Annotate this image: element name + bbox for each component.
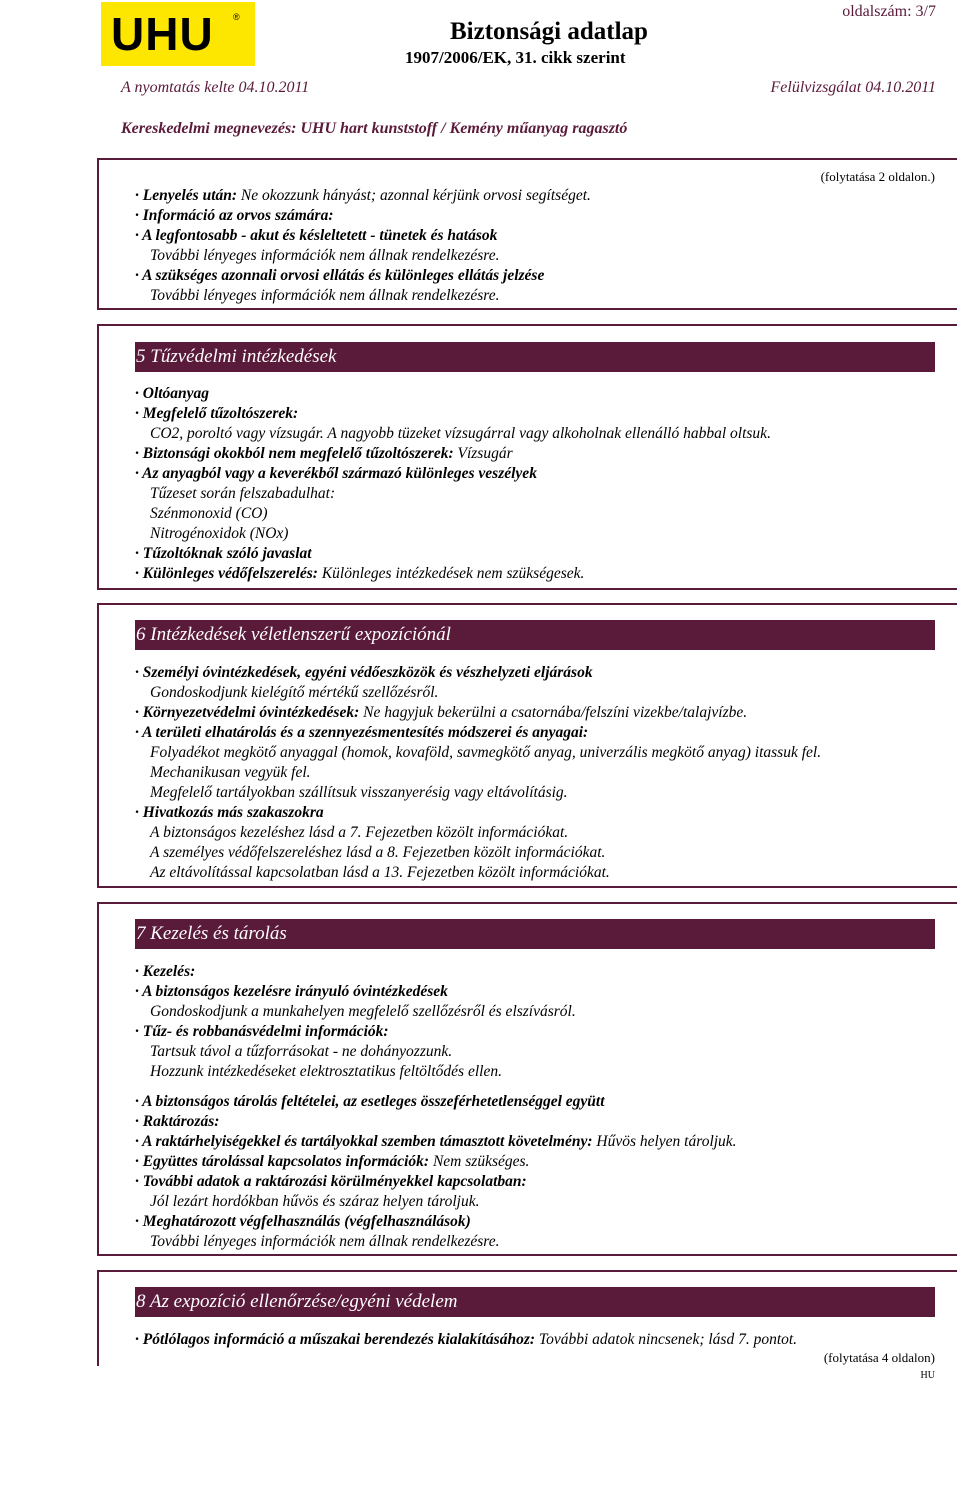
text-line: További lényeges információk nem állnak rendelkezésre.	[150, 1233, 500, 1250]
section-8-heading: 8 Az expozíció ellenőrzése/egyéni védelem	[135, 1287, 935, 1317]
text-line: CO2, poroltó vagy vízsugár. A nagyobb tüzeket vízsugárral vagy alkoholnak ellenálló habbal oltsuk.	[150, 425, 771, 442]
continued-from-note: (folytatása 2 oldalon.)	[820, 169, 935, 184]
value: Hűvös helyen tároljuk.	[592, 1133, 737, 1150]
text-line: Folyadékot megkötő anyaggal (homok, kovaföld, savmegkötő anyag, univerzális megkötő anyag) itassuk fel.	[150, 744, 822, 761]
text-line: · Oltóanyag	[135, 385, 210, 402]
text-line: Gondoskodjunk a munkahelyen megfelelő szellőzésről és elszívásról.	[150, 1003, 576, 1020]
text-line: · Raktározás:	[135, 1113, 220, 1130]
text-line: Tartsuk távol a tűzforrásokat - ne dohányozzunk.	[150, 1043, 453, 1060]
text-line: · A biztonságos tárolás feltételei, az esetleges összeférhetetlenséggel együtt	[135, 1093, 605, 1110]
text-line: Tűzeset során felszabadulhat:	[150, 485, 336, 502]
document-subtitle: 1907/2006/EK, 31. cikk szerint	[405, 48, 626, 67]
trade-name: Kereskedelmi megnevezés: UHU hart kunststoff / Kemény műanyag ragasztó	[121, 120, 628, 137]
text-line: Nitrogénoxidok (NOx)	[150, 525, 289, 542]
text-line: Gondoskodjunk kielégítő mértékű szellőzésről.	[150, 684, 439, 701]
label: · Együttes tárolással kapcsolatos információk:	[135, 1153, 430, 1170]
label: · Lenyelés után:	[135, 187, 238, 204]
section-6-heading: 6 Intézkedések véletlenszerű expozíciónál	[135, 620, 935, 650]
label: · Környezetvédelmi óvintézkedések:	[135, 704, 360, 721]
text-line	[135, 1152, 529, 1172]
text-line: · A biztonságos kezelésre irányuló óvintézkedések	[135, 983, 448, 1000]
text-line: · A területi elhatárolás és a szennyezésmentesítés módszerei és anyagai:	[135, 724, 589, 741]
text-line: A személyes védőfelszereléshez lásd a 8. Fejezetben közölt információkat.	[150, 844, 606, 861]
section-5-heading: 5 Tűzvédelmi intézkedések	[135, 342, 935, 372]
text-line: Hozzunk intézkedéseket elektrosztatikus feltöltődés ellen.	[150, 1063, 502, 1080]
logo-text: UHU	[111, 8, 214, 60]
text-line	[135, 1330, 797, 1350]
text-line: · Tűz- és robbanásvédelmi információk:	[135, 1023, 389, 1040]
text-line: · Az anyagból vagy a keverékből származó különleges veszélyek	[135, 465, 537, 482]
language-code: HU	[920, 1370, 935, 1381]
label: · Pótlólagos információ a műszakai berendezés kialakításához:	[135, 1331, 536, 1348]
value: Ne okozzunk hányást; azonnal kérjünk orvosi segítséget.	[237, 187, 591, 204]
page-number: oldalszám: 3/7	[842, 3, 936, 20]
text-line	[135, 1132, 737, 1152]
text-line: Az eltávolítással kapcsolatban lásd a 13. Fejezetben közölt információkat.	[150, 864, 610, 881]
text-line	[135, 444, 513, 464]
text-line	[135, 703, 747, 723]
text-line	[135, 564, 584, 584]
text-line: Szénmonoxid (CO)	[150, 505, 268, 522]
text-line: További lényeges információk nem állnak rendelkezésre.	[150, 247, 500, 264]
label: · A raktárhelyiségekkel és tartályokkal szemben támasztott követelmény:	[135, 1133, 593, 1150]
value: További adatok nincsenek; lásd 7. pontot.	[535, 1331, 798, 1348]
text-line: · Információ az orvos számára:	[135, 207, 334, 224]
text-line: · Kezelés:	[135, 963, 196, 980]
text-line: · Személyi óvintézkedések, egyéni védőeszközök és vészhelyzeti eljárások	[135, 664, 593, 681]
text-line: További lényeges információk nem állnak rendelkezésre.	[150, 287, 500, 304]
text-line	[135, 186, 591, 206]
value: Vízsugár	[453, 445, 513, 462]
print-date: A nyomtatás kelte 04.10.2011	[121, 79, 310, 96]
uhu-logo	[101, 2, 255, 66]
continued-to-note: (folytatása 4 oldalon)	[823, 1350, 935, 1365]
text-line: Mechanikusan vegyük fel.	[150, 764, 311, 781]
registered-mark: ®	[233, 12, 240, 22]
text-line: Megfelelő tartályokban szállítsuk visszanyerésig vagy eltávolításig.	[150, 784, 568, 801]
review-date: Felülvizsgálat 04.10.2011	[770, 79, 936, 96]
section-7-heading: 7 Kezelés és tárolás	[135, 919, 935, 949]
text-line: · Tűzoltóknak szóló javaslat	[135, 545, 312, 562]
label: · Biztonsági okokból nem megfelelő tűzoltószerek:	[135, 445, 454, 462]
text-line: A biztonságos kezeléshez lásd a 7. Fejezetben közölt információkat.	[150, 824, 569, 841]
text-line: · További adatok a raktározási körülményekkel kapcsolatban:	[135, 1173, 527, 1190]
value: Ne hagyjuk bekerülni a csatornába/felszíni vizekbe/talajvízbe.	[359, 704, 748, 721]
label: · Különleges védőfelszerelés:	[135, 565, 318, 582]
value: Nem szükséges.	[429, 1153, 530, 1170]
text-line: · Megfelelő tűzoltószerek:	[135, 405, 299, 422]
value: Különleges intézkedések nem szükségesek.	[317, 565, 585, 582]
text-line: · Hivatkozás más szakaszokra	[135, 804, 324, 821]
text-line: · A legfontosabb - akut és késleltetett - tünetek és hatások	[135, 227, 498, 244]
text-line: Jól lezárt hordókban hűvös és száraz helyen tároljuk.	[150, 1193, 480, 1210]
text-line: · A szükséges azonnali orvosi ellátás és különleges ellátás jelzése	[135, 267, 545, 284]
text-line: · Meghatározott végfelhasználás (végfelhasználások)	[135, 1213, 471, 1230]
document-title: Biztonsági adatlap	[450, 18, 648, 45]
